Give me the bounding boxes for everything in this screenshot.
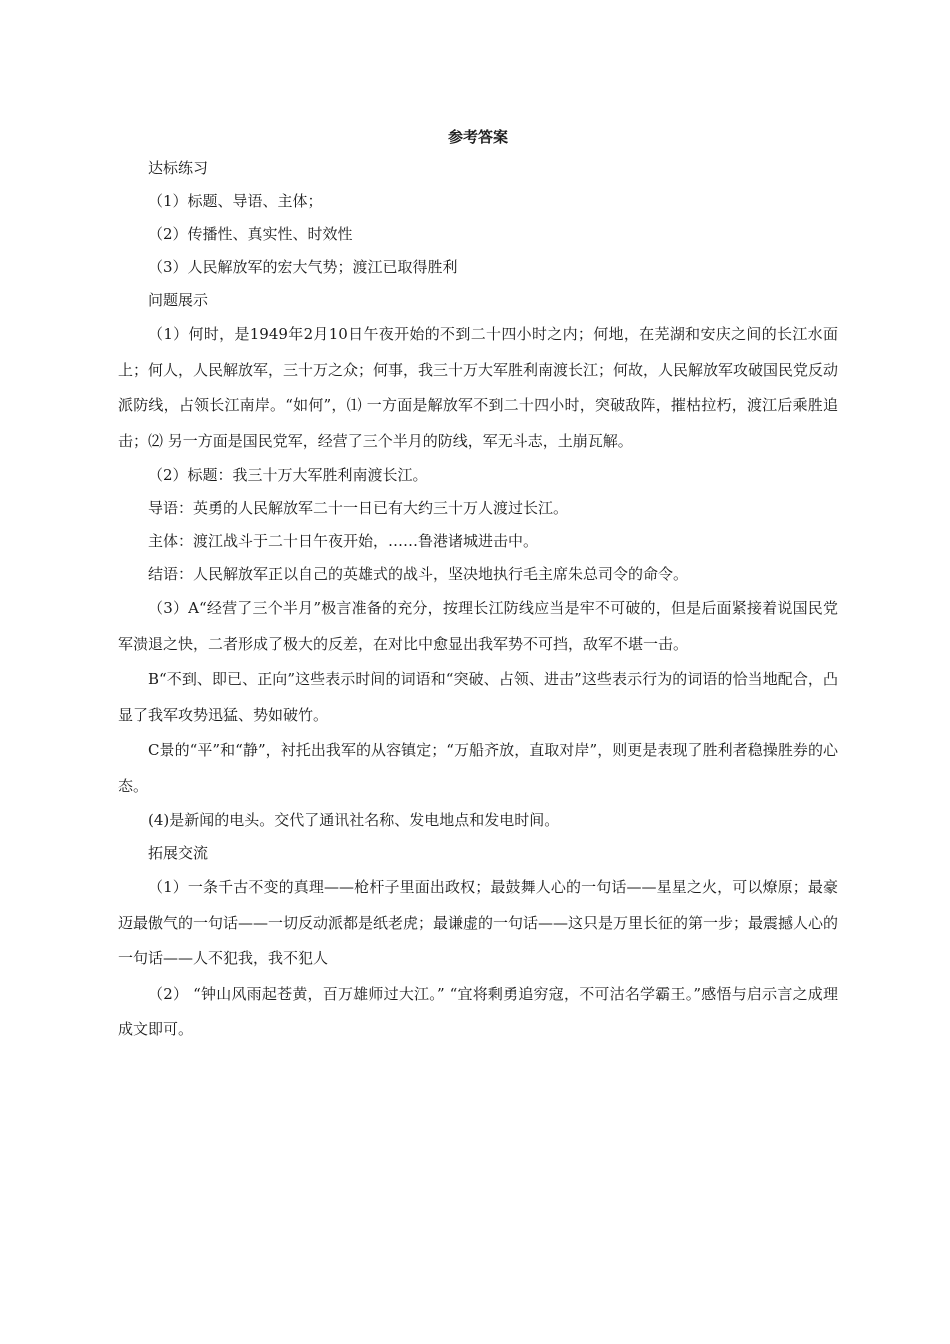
section-extension (118, 837, 838, 1048)
section-heading: 达标练习 (148, 159, 209, 177)
answer-paragraph: B“不到、即已、正向”这些表示时间的词语和“突破、占领、进击”这些表示行为的词语的恰当地配合，凸显了我军攻势迅猛、势如破竹。 (118, 670, 838, 724)
answer-item: （2）标题：我三十万大军胜利南渡长江。 (148, 466, 428, 484)
section-heading: 问题展示 (148, 291, 209, 309)
answer-item: （2）传播性、真实性、时效性 (148, 225, 353, 243)
answer-item: （3）人民解放军的宏大气势；渡江已取得胜利 (148, 258, 458, 276)
answer-document (118, 122, 838, 1048)
answer-item: (4)是新闻的电头。交代了通讯社名称、发电地点和发电时间。 (148, 811, 560, 829)
answer-item: 主体：渡江战斗于二十日午夜开始，……鲁港诸城进击中。 (148, 532, 539, 550)
answer-paragraph: （2） “钟山风雨起苍黄，百万雄师过大江。” “宜将剩勇追穷寇，不可沽名学霸王。”感悟与启示言之成理成文即可。 (118, 984, 838, 1038)
section-problems (118, 284, 838, 837)
answer-paragraph: C景的“平”和“静”，衬托出我军的从容镇定；“万船齐放，直取对岸”，则更是表现了胜利者稳操胜券的心态。 (118, 741, 838, 795)
answer-paragraph: （3）A“经营了三个半月”极言准备的充分，按理长江防线应当是牢不可破的，但是后面紧接着说国民党军溃退之快，二者形成了极大的反差，在对比中愈显出我军势不可挡，敌军不堪一击。 (118, 599, 838, 653)
answer-item: 结语：人民解放军正以自己的英雄式的战斗，坚决地执行毛主席朱总司令的命令。 (148, 565, 689, 583)
answer-item: 导语：英勇的人民解放军二十一日已有大约三十万人渡过长江。 (148, 499, 569, 517)
answer-paragraph: （1）一条千古不变的真理——枪杆子里面出政权；最鼓舞人心的一句话——星星之火，可以燎原；最豪迈最傲气的一句话——一切反动派都是纸老虎；最谦虚的一句话——这只是万里长征的第一步；最震撼人心的一句话——人不犯我，我不犯人 (118, 878, 839, 967)
answer-paragraph: （1）何时，是1949年2月10日午夜开始的不到二十四小时之内；何地，在芜湖和安庆之间的长江水面上；何人，人民解放军，三十万之众；何事，我三十万大军胜利南渡长江；何故，人民解放军攻破国民党反动派防线，占领长江南岸。“如何”，⑴ 一方面是解放军不到二十四小时，突破敌阵，摧枯拉朽，渡江后乘胜追击；⑵ 另一方面是国民党军，经营了三个半月的防线，军无斗志，土崩瓦解。 (118, 325, 839, 450)
answer-item: （1）标题、导语、主体； (148, 192, 323, 210)
section-practice (118, 152, 838, 284)
section-heading: 拓展交流 (148, 844, 209, 862)
page-title: 参考答案 (447, 128, 508, 146)
